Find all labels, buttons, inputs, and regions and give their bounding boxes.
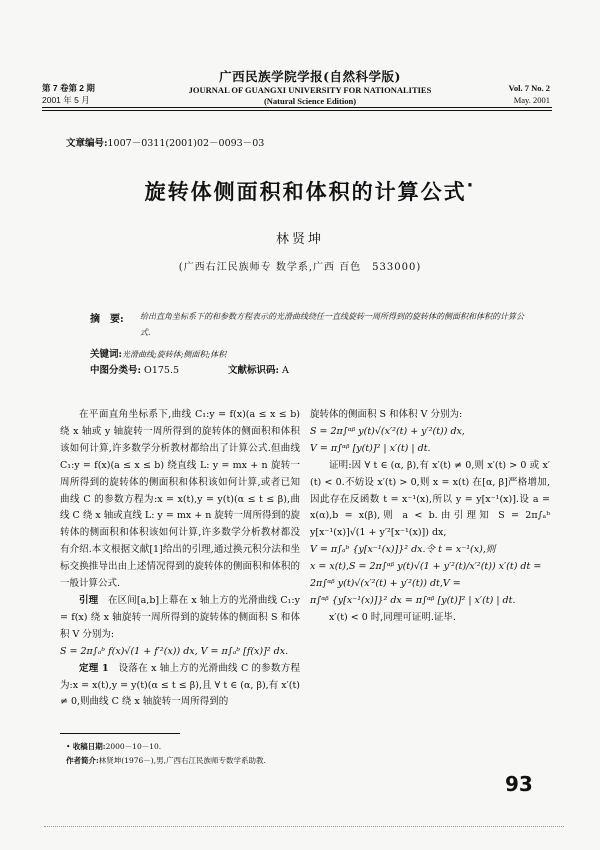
journal-title-block: [160, 67, 460, 107]
journal-title-zh: 广西民族学院学报(自然科学版): [219, 69, 401, 84]
proof-paragraph: 证明:因 ∀ t ∈ (α, β),有 x′(t) ≠ 0,则 x′(t) > 0 或 x′(t) < 0.不妨设 x′(t) > 0,则 x = x(t) 在[α, β]严格增加,因此存在反函数 t = x⁻¹(x),所以 y = y[x⁻¹(x)].设 a = x(α),b = x(β),则 a < b.由引理知 S = 2π∫ₐᵇ y[x⁻¹(x)]√(1 + y′²[x⁻¹(x)]) dx,: [310, 459, 550, 539]
lemma-formula: S = 2π∫ₐᵇ f(x)√(1 + f′²(x)) dx, V = π∫ₐᵇ [f(x)]² dx.: [60, 645, 289, 657]
proof-end: x′(t) < 0 时,同理可证明.证毕.: [329, 611, 456, 623]
body-right-column: [310, 407, 550, 627]
header-rule-thin: [42, 110, 552, 111]
author-bio-value: 林贤坤(1976－),男,广西右江民族师专数学系助教.: [98, 756, 266, 765]
issue-date: 2001 年 5 月: [42, 95, 90, 105]
lemma-text: 在区间[a,b]上幕在 x 轴上方的光滑曲线 C₁:y = f(x) 绕 x 轴旋转一周所得到的旋转体的侧面积 S 和体积 V 分别为:: [60, 594, 300, 640]
proof-formula-4: x = x(t),S = 2π∫ᵅᵝ y(t)√(1 + y′²(t)/x′²(t)) x′(t) dt =: [310, 561, 542, 573]
author-bio-label: 作者简介:: [66, 756, 99, 765]
proof-formula-6: π∫ᵅᵝ {y[x⁻¹(x)]}² dx = π∫ᵅᵝ [y(t)]² | x′(t) | dt.: [310, 594, 516, 606]
journal-title-en-sub: (Natural Science Edition): [263, 96, 357, 106]
issue-info: [42, 82, 95, 106]
title-mark: ·: [466, 176, 476, 196]
issue-volume: 第 7 卷第 2 期: [42, 83, 95, 93]
author-affiliation: (广西右江民族师专 数学系,广西 百色 533000): [178, 262, 422, 273]
journal-title-en: JOURNAL OF GUANGXI UNIVERSITY FOR NATIONALITIES: [188, 85, 432, 95]
lemma-label: 引理: [79, 594, 99, 606]
abstract-text: 给出直角坐标系下的和参数方程表示的光滑曲线绕任一直线旋转一周所得到的旋转体的侧面积和体积的计算公式.: [140, 312, 524, 337]
page-number: 93: [505, 772, 533, 796]
issue-info-en: [509, 82, 550, 106]
header-rule-thick: [42, 107, 552, 108]
received-date: • 收稿日期:2000－10－10.: [66, 742, 162, 751]
article-number: [66, 135, 264, 149]
issue-date-en: May. 2001: [513, 95, 550, 105]
author-name: 林贤坤: [275, 232, 324, 247]
volume-formula: V = π∫ᵅᵝ [y(t)]² | x′(t) | dt.: [310, 442, 431, 454]
proof-formula-3: V = π∫ₐᵇ {y[x⁻¹(x)]}² dx.令 t = x⁻¹(x),则: [310, 544, 496, 556]
page-title: [100, 176, 520, 206]
article-number-value: 1007－0311(2001)02－0093－03: [107, 138, 265, 149]
document-code-value: A: [282, 365, 289, 376]
clc-label: 中图分类号:: [90, 365, 142, 376]
article-number-label: 文章编号:: [66, 138, 108, 149]
footnote-rule: [60, 733, 180, 734]
document-code: [228, 362, 289, 376]
lemma-paragraph: [60, 593, 300, 644]
issue-volume-en: Vol. 7 No. 2: [508, 83, 550, 93]
body-left-column: [60, 407, 300, 711]
clc-value: O175.5: [144, 365, 180, 376]
theorem-continued: 旋转体的侧面积 S 和体积 V 分别为:: [310, 409, 463, 420]
intro-paragraph: 在平面直角坐标系下,曲线 C₁:y = f(x)(a ≤ x ≤ b) 绕 x 轴或 y 轴旋转一周所得到的旋转体的侧面积和体积该如何计算,许多数学分析教材都给出了计算公式.但曲线 C₁:y = f(x)(a ≤ x ≤ b) 绕直线 L: y = mx + n 旋转一周所得到的旋转体的侧面积和体积该如何计算,或者已知曲线 C 的参数方程为:x = x(t),y = y(t)(α ≤ t ≤ β),曲线 C 绕 x 轴或直线 L: y = mx + n 旋转一周所得到的旋转体的侧面积和体积该如何计算,许多数学分析教材都没有介绍.本文根据文献[1]给出的引理,通过换元积分法和坐标交换推导出由上述情况得到的旋转体的侧面积和体积的一般计算公式.: [60, 409, 300, 590]
theorem-text: 设落在 x 轴上方的光滑曲线 C 的参数方程为:x = x(t),y = y(t)(α ≤ t ≤ β),且 ∀ t ∈ (α, β),有 x′(t) ≠ 0,则曲线 C 绕 x 轴旋转一周所得到的: [60, 662, 300, 708]
keywords-value: 光滑曲线;旋转体;侧面积;体积: [122, 350, 227, 359]
theorem-label: 定理 1: [79, 662, 109, 674]
scan-edge-dots: [44, 826, 564, 828]
theorem-paragraph: [60, 661, 300, 712]
keywords: [90, 346, 226, 360]
received-label: 收稿日期:: [72, 742, 106, 751]
clc-number: [90, 362, 179, 376]
area-formula: S = 2π∫ᵅᵝ y(t)√(x′²(t) + y′²(t)) dx,: [310, 425, 465, 437]
author-bio: [66, 754, 266, 767]
document-code-label: 文献标识码:: [228, 365, 280, 376]
keywords-label: 关键词:: [90, 349, 123, 360]
abstract-label: 摘 要:: [90, 314, 124, 325]
title-text: 旋转体侧面积和体积的计算公式: [144, 180, 467, 204]
proof-formula-5: 2π∫ᵅᵝ y(t)√(x′²(t) + y′²(t)) dt,V =: [310, 578, 461, 590]
received-value: 2000－10－10.: [105, 742, 162, 751]
